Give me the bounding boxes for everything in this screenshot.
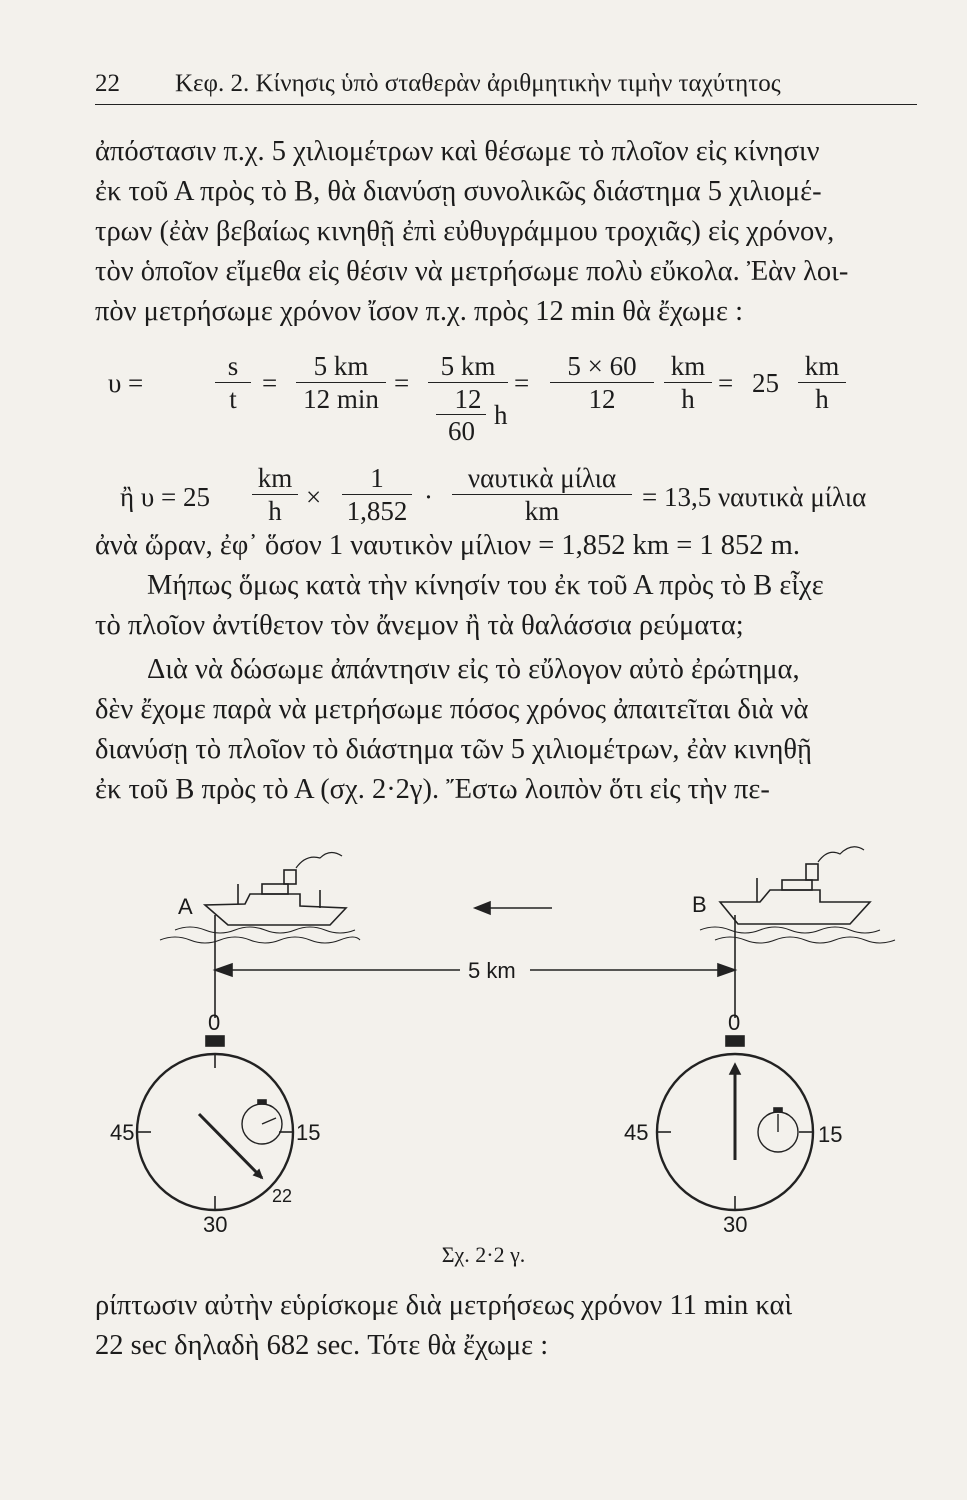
stopwatch-right-icon: [657, 1036, 813, 1210]
eq1-equals: =: [718, 368, 734, 398]
eq2-dot: ·: [424, 482, 433, 512]
dial-right-left: 45: [624, 1120, 649, 1145]
eq1-frac-5x60-12: $\frac{5 \times 60}{12}$: [550, 350, 654, 415]
text-line: Μήπως ὅμως κατὰ τὴν κίνησίν του ἐκ τοῦ Α πρὸς τὸ Β εἶχε: [147, 570, 824, 601]
page-number: 22: [95, 70, 120, 97]
text-line: διανύσῃ τὸ πλοῖον τὸ διάστημα τῶν 5 χιλιομέτρων, ἐὰν κινηθῇ: [95, 734, 812, 765]
eq1-equals: =: [262, 368, 278, 398]
eq2-prefix: ἢ υ = 25: [120, 482, 210, 512]
eq1-lhs: υ: [108, 368, 122, 398]
text-line: δὲν ἔχομε παρὰ νὰ μετρήσωμε πόσος χρόνος ἀπαιτεῖται διὰ νὰ: [95, 694, 809, 725]
text-line: ἀπόστασιν π.χ. 5 χιλιομέτρων καὶ θέσωμε τὸ πλοῖον εἰς κίνησιν: [95, 136, 820, 167]
dial-left-left: 45: [110, 1120, 135, 1145]
eq1-frac-s-t: $\frac{s}{t}$: [215, 350, 251, 415]
label-b: B: [692, 892, 707, 917]
dial-right-right: 15: [818, 1122, 843, 1147]
label-a: A: [178, 894, 193, 919]
text-line: πὸν μετρήσωμε χρόνον ἴσον π.χ. πρὸς 12 min θὰ ἔχωμε :: [95, 296, 744, 327]
figure-ships-stopwatches: [0, 820, 967, 1240]
ship-a-icon: [205, 852, 346, 925]
running-title: Κεφ. 2. Κίνησις ὑπὸ σταθερὰν ἀριθμητικὴν τιμὴν ταχύτητος: [175, 70, 781, 97]
text-line: τρων (ἐὰν βεβαίως κινηθῇ ἐπὶ εὐθυγράμμου τροχιᾶς) εἰς χρόνον,: [95, 216, 835, 247]
eq1-sixty: 60: [448, 416, 475, 446]
waves-a: [160, 927, 360, 943]
text-line: ρίπτωσιν αὐτὴν εὑρίσκομε διὰ μετρήσεως χρόνον 11 min καὶ: [95, 1290, 793, 1321]
ship-b-icon: [720, 847, 870, 924]
text-line: τὸν ὁποῖον εἴμεθα εἰς θέσιν νὰ μετρήσωμε πολὺ εὔκολα. Ἐὰν λοι-: [95, 256, 849, 287]
dial-right-bottom: 30: [723, 1212, 748, 1237]
eq1-frac-5km-12min: 5 km 12 min: [296, 350, 386, 415]
eq1-result: 25: [752, 368, 779, 398]
text-line: Διὰ νὰ δώσωμε ἀπάντησιν εἰς τὸ εὔλογον αὐτὸ ἐρώτημα,: [147, 654, 800, 685]
text-line: ἐκ τοῦ Α πρὸς τὸ Β, θὰ διανύσῃ συνολικῶς διάστημα 5 χιλιομέ-: [95, 176, 822, 207]
eq2-frac-km-h: $\frac{km}{h}$: [252, 462, 298, 527]
eq1-equals: =: [394, 368, 410, 398]
dial-left-bottom: 30: [203, 1212, 228, 1237]
text-line: ἀνὰ ὥραν, ἐφ᾽ ὅσον 1 ναυτικὸν μίλιον = 1,852 km = 1 852 m.: [95, 530, 800, 561]
text-line: ἐκ τοῦ Β πρὸς τὸ Α (σχ. 2·2γ). Ἔστω λοιπὸν ὅτι εἰς τὴν πε-: [95, 774, 770, 805]
eq1-inner-bar: [436, 414, 486, 415]
eq1-frac-5km-12-60h: $\frac{5 km}{12}$: [428, 350, 508, 415]
dial-left-right: 15: [296, 1120, 321, 1145]
eq1-result-unit: $\frac{km}{h}$: [798, 350, 846, 415]
eq1-frac-km-h: $\frac{km}{h}$: [664, 350, 712, 415]
eq2-frac-miles-km: ναυτικὰ μίλια km: [452, 462, 632, 527]
eq2-frac-1-1852: $\frac{1}{1,852}$: [342, 462, 412, 527]
dial-left-top: 0: [208, 1010, 221, 1035]
eq2-result: = 13,5 ναυτικὰ μίλια: [642, 482, 867, 512]
eq1-equals: =: [514, 368, 530, 398]
waves-b: [700, 927, 895, 943]
eq1-h-unit: h: [494, 400, 508, 430]
distance-label: 5 km: [468, 958, 516, 983]
stopwatch-left-icon: [137, 1036, 293, 1210]
page-header: [95, 64, 917, 105]
eq1-equals: =: [128, 368, 144, 398]
dial-right-top: 0: [728, 1010, 741, 1035]
eq2-times: ×: [306, 482, 322, 512]
text-line: 22 sec δηλαδὴ 682 sec. Τότε θὰ ἔχωμε :: [95, 1330, 549, 1361]
text-line: τὸ πλοῖον ἀντίθετον τὸν ἄνεμον ἢ τὰ θαλάσσια ρεύματα;: [95, 610, 744, 641]
dial-left-small: 22: [272, 1186, 293, 1206]
figure-caption: Σχ. 2·2 γ.: [441, 1242, 526, 1267]
